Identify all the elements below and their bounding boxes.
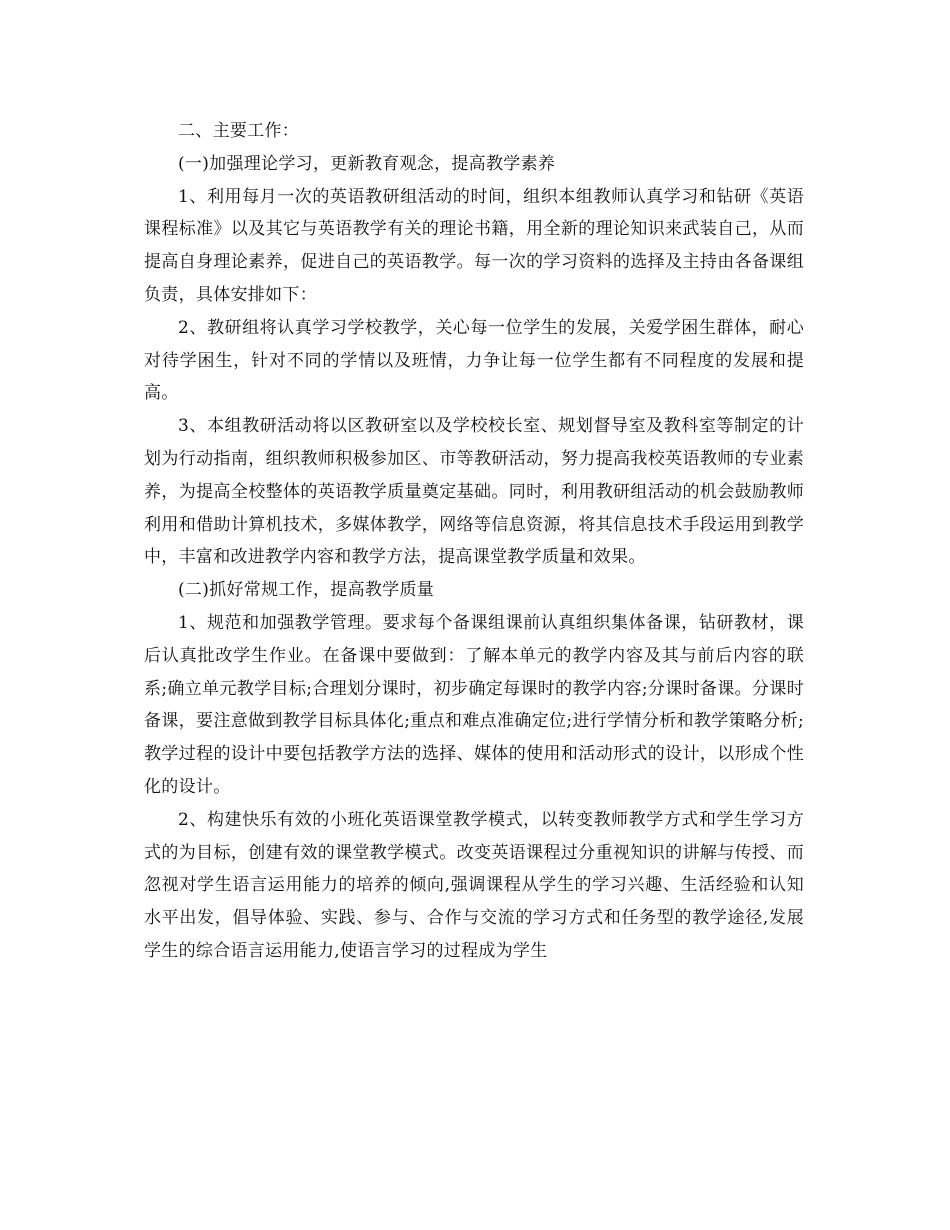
paragraph-theory-study-2: 2、教研组将认真学习学校教学，关心每一位学生的发展，关爱学困生群体，耐心对待学困生，针对不同的学情以及班情，力争让每一位学生都有不同程度的发展和提高。	[144, 317, 804, 404]
document-body	[144, 115, 804, 968]
subsection-heading-routine-work: (二)抓好常规工作，提高教学质量	[178, 580, 435, 601]
section-heading-main-work: 二、主要工作：	[178, 121, 300, 141]
paragraph-theory-study-3: 3、本组教研活动将以区教研室以及学校校长室、规划督导室及教科室等制定的计划为行动指南，组织教师积极参加区、市等教研活动，努力提高我校英语教师的专业素养，为提高全校整体的英语教学质量奠定基础。同时，利用教研组活动的机会鼓励教师利用和借助计算机技术，多媒体教学，网络等信息资源，将其信息技术手段运用到教学中，丰富和改进教学内容和教学方法，提高课堂教学质量和效果。	[144, 416, 804, 568]
subsection-heading-theory-study: (一)加强理论学习，更新教育观念，提高教学素养	[178, 153, 556, 174]
paragraph-routine-work-1: 1、规范和加强教学管理。要求每个备课组课前认真组织集体备课，钻研教材，课后认真批改学生作业。在备课中要做到：了解本单元的教学内容及其与前后内容的联系;确立单元教学目标;合理划分课时，初步确定每课时的教学内容;分课时备课。分课时备课，要注意做到教学目标具体化;重点和难点准确定位;进行学情分析和教学策略分析;教学过程的设计中要包括教学方法的选择、媒体的使用和活动形式的设计，以形成个性化的设计。	[144, 612, 804, 797]
paragraph-routine-work-2: 2、构建快乐有效的小班化英语课堂教学模式，以转变教师教学方式和学生学习方式的为目标，创建有效的课堂教学模式。改变英语课程过分重视知识的讲解与传授、而忽视对学生语言运用能力的培养的倾向,强调课程从学生的学习兴趣、生活经验和认知水平出发，倡导体验、实践、参与、合作与交流的学习方式和任务型的教学途径,发展学生的综合语言运用能力,使语言学习的过程成为学生	[144, 809, 804, 961]
paragraph-theory-study-1: 1、利用每月一次的英语教研组活动的时间，组织本组教师认真学习和钻研《英语课程标准》以及其它与英语教学有关的理论书籍，用全新的理论知识来武装自己，从而提高自身理论素养，促进自己的英语教学。每一次的学习资料的选择及主持由各备课组负责，具体安排如下：	[144, 186, 804, 305]
